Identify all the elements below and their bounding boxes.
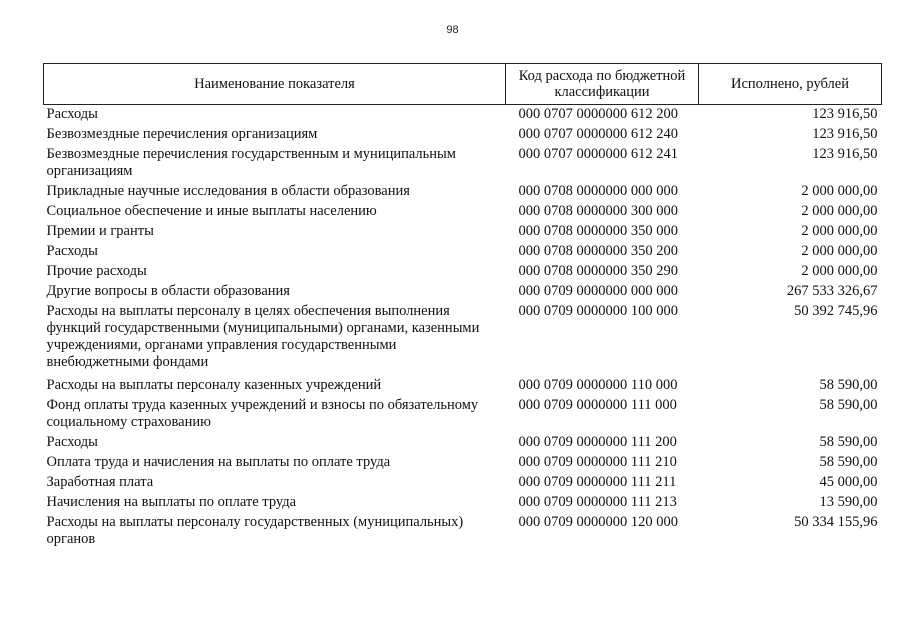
table-row — [44, 453, 882, 473]
executed-amount: 2 000 000,00 — [801, 203, 878, 219]
table-row — [44, 282, 882, 302]
budget-code: 000 0709 0000000 100 000 — [518, 303, 678, 319]
table-row — [44, 145, 882, 182]
executed-amount: 13 590,00 — [819, 494, 878, 510]
indicator-name: Заработная плата — [46, 474, 154, 490]
indicator-name: Расходы на выплаты персоналу казенных учреждений — [46, 377, 382, 393]
indicator-name: Социальное обеспечение и иные выплаты населению — [46, 203, 377, 219]
budget-execution-table — [43, 63, 882, 550]
table-row — [44, 262, 882, 282]
indicator-name: Расходы на выплаты персоналу в целях обеспечения выполнения функций государственными (муниципальными) органами, казенными учреждениями, органами управления государственными внебюджетными фондами — [46, 303, 480, 370]
executed-amount: 50 334 155,96 — [794, 514, 878, 530]
budget-code: 000 0708 0000000 350 000 — [518, 223, 678, 239]
executed-amount: 58 590,00 — [819, 377, 878, 393]
indicator-name: Другие вопросы в области образования — [46, 283, 290, 299]
executed-amount: 58 590,00 — [819, 397, 878, 413]
indicator-name: Оплата труда и начисления на выплаты по оплате труда — [46, 454, 391, 470]
indicator-name: Премии и гранты — [46, 223, 154, 239]
executed-amount: 123 916,50 — [812, 146, 878, 162]
budget-code: 000 0709 0000000 000 000 — [518, 283, 678, 299]
table-row — [44, 513, 882, 550]
table-row — [44, 396, 882, 433]
executed-amount: 2 000 000,00 — [801, 183, 878, 199]
indicator-name: Расходы — [46, 434, 98, 450]
table-row — [44, 202, 882, 222]
budget-code: 000 0709 0000000 110 000 — [518, 377, 678, 393]
table-row — [44, 473, 882, 493]
executed-amount: 2 000 000,00 — [801, 263, 878, 279]
executed-amount: 50 392 745,96 — [794, 303, 878, 319]
indicator-name: Фонд оплаты труда казенных учреждений и взносы по обязательному социальному страхованию — [46, 397, 479, 430]
table-row — [44, 302, 882, 376]
budget-code: 000 0708 0000000 350 290 — [518, 263, 678, 279]
budget-code: 000 0707 0000000 612 240 — [518, 126, 678, 142]
table-row — [44, 493, 882, 513]
indicator-name: Безвозмездные перечисления организациям — [46, 126, 318, 142]
header-executed-rubles: Исполнено, рублей — [699, 64, 882, 105]
header-budget-code: Код расхода по бюджетной классификации — [506, 64, 699, 105]
table-header — [44, 64, 882, 105]
executed-amount: 123 916,50 — [812, 126, 878, 142]
table-row — [44, 222, 882, 242]
executed-amount: 2 000 000,00 — [801, 243, 878, 259]
indicator-name: Расходы — [46, 106, 98, 122]
executed-amount: 123 916,50 — [812, 106, 878, 122]
table-row — [44, 376, 882, 396]
indicator-name: Прикладные научные исследования в области образования — [46, 183, 410, 199]
table-row — [44, 433, 882, 453]
budget-code: 000 0707 0000000 612 241 — [518, 146, 678, 162]
indicator-name: Безвозмездные перечисления государственным и муниципальным организациям — [46, 146, 456, 179]
table-row — [44, 125, 882, 145]
page-number: 98 — [446, 24, 459, 36]
budget-code: 000 0709 0000000 120 000 — [518, 514, 678, 530]
table-body — [44, 105, 882, 551]
budget-code: 000 0709 0000000 111 211 — [518, 474, 677, 490]
executed-amount: 58 590,00 — [819, 434, 878, 450]
budget-code: 000 0708 0000000 300 000 — [518, 203, 678, 219]
header-row — [44, 64, 882, 105]
budget-code: 000 0708 0000000 350 200 — [518, 243, 678, 259]
indicator-name: Расходы на выплаты персоналу государственных (муниципальных) органов — [46, 514, 464, 547]
executed-amount: 2 000 000,00 — [801, 223, 878, 239]
budget-code: 000 0709 0000000 111 213 — [518, 494, 677, 510]
budget-code: 000 0707 0000000 612 200 — [518, 106, 678, 122]
table-row — [44, 182, 882, 202]
executed-amount: 267 533 326,67 — [786, 283, 878, 299]
table-row — [44, 242, 882, 262]
header-indicator-name: Наименование показателя — [44, 64, 506, 105]
table-row — [44, 105, 882, 126]
budget-code: 000 0709 0000000 111 200 — [518, 434, 677, 450]
budget-code: 000 0709 0000000 111 210 — [518, 454, 677, 470]
executed-amount: 45 000,00 — [819, 474, 878, 490]
budget-code: 000 0708 0000000 000 000 — [518, 183, 678, 199]
indicator-name: Расходы — [46, 243, 98, 259]
budget-code: 000 0709 0000000 111 000 — [518, 397, 677, 413]
indicator-name: Прочие расходы — [46, 263, 147, 279]
indicator-name: Начисления на выплаты по оплате труда — [46, 494, 297, 510]
executed-amount: 58 590,00 — [819, 454, 878, 470]
